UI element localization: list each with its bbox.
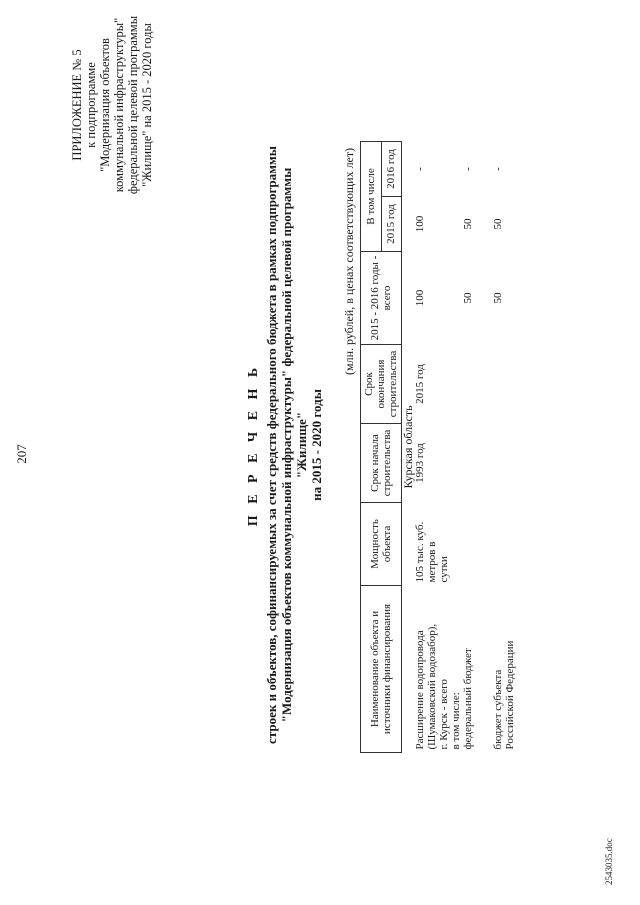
federal-total: 50 [462, 292, 474, 304]
appendix-block [70, 5, 154, 205]
header-including: В том числе [361, 142, 382, 252]
region-name: Курская область [401, 405, 415, 489]
object-2016: - [414, 167, 426, 171]
object-total: 100 [414, 289, 426, 307]
header-start: Срок начала строительства [361, 424, 402, 503]
header-2015: 2015 год [381, 197, 402, 252]
object-name-line: г. Курск - всего [438, 679, 450, 750]
title-line: строек и объектов, софинансируемых за счет средств федерального бюджета в рамках подпрограммы [264, 146, 279, 744]
capacity-line: метров в [426, 541, 438, 583]
document-title [246, 135, 324, 755]
appendix-line: коммунальной инфраструктуры" [112, 17, 126, 193]
object-name-line: (Шумаковский водозабор), [426, 623, 438, 750]
object-name [414, 586, 450, 753]
header-name: Наименование объекта и источники финансирования [361, 586, 402, 753]
appendix-line: ПРИЛОЖЕНИЕ № 5 [70, 49, 84, 161]
title-heading: П Е Р Е Ч Е Н Ь [246, 363, 261, 527]
subject-label [474, 586, 516, 753]
subject-2016: - [492, 167, 504, 171]
units-note: (млн. рублей, в ценах соответствующих лет) [342, 147, 356, 375]
appendix-line: к подпрограмме [84, 62, 98, 148]
capacity-line: 105 тыс. куб. [414, 521, 426, 583]
header-end: Срок окончания строительства [361, 345, 402, 424]
table-row [450, 142, 462, 753]
appendix-line: "Жилище" на 2015 - 2020 годы [140, 23, 154, 187]
subject-2015: 50 [492, 218, 504, 230]
federal-2015: 50 [462, 218, 474, 230]
header-capacity: Мощность объекта [361, 503, 402, 586]
object-start: 1993 год [414, 443, 426, 483]
object-capacity [414, 503, 450, 586]
federal-label: федеральный бюджет [462, 648, 474, 750]
appendix-line: "Модернизация объектов [98, 38, 112, 172]
page-number: 207 [14, 444, 29, 464]
table-row [414, 142, 450, 753]
table-row [462, 142, 474, 753]
federal-2016: - [462, 167, 474, 171]
header-total: 2015 - 2016 годы - всего [361, 252, 402, 345]
title-line: "Модернизация объектов коммунальной инфраструктуры" федеральной целевой программы "Жилище" [279, 167, 309, 723]
capacity-line: сутки [438, 556, 450, 583]
appendix-line: федеральной целевой программы [126, 15, 140, 195]
header-2016: 2016 год [381, 142, 402, 197]
object-2015: 100 [414, 215, 426, 233]
document-code: 2543035.doc [604, 838, 614, 885]
region-row [402, 142, 415, 753]
subject-label-line: бюджет субъекта [492, 669, 504, 750]
subject-total: 50 [492, 292, 504, 304]
object-end: 2015 год [414, 364, 426, 404]
object-name-line: Расширение водопровода [414, 630, 426, 750]
subject-label-line: Российской Федерации [504, 640, 516, 750]
title-line: на 2015 - 2020 годы [309, 389, 324, 501]
objects-table [360, 141, 516, 753]
including-label: в том числе: [450, 692, 462, 750]
table-row [474, 142, 516, 753]
